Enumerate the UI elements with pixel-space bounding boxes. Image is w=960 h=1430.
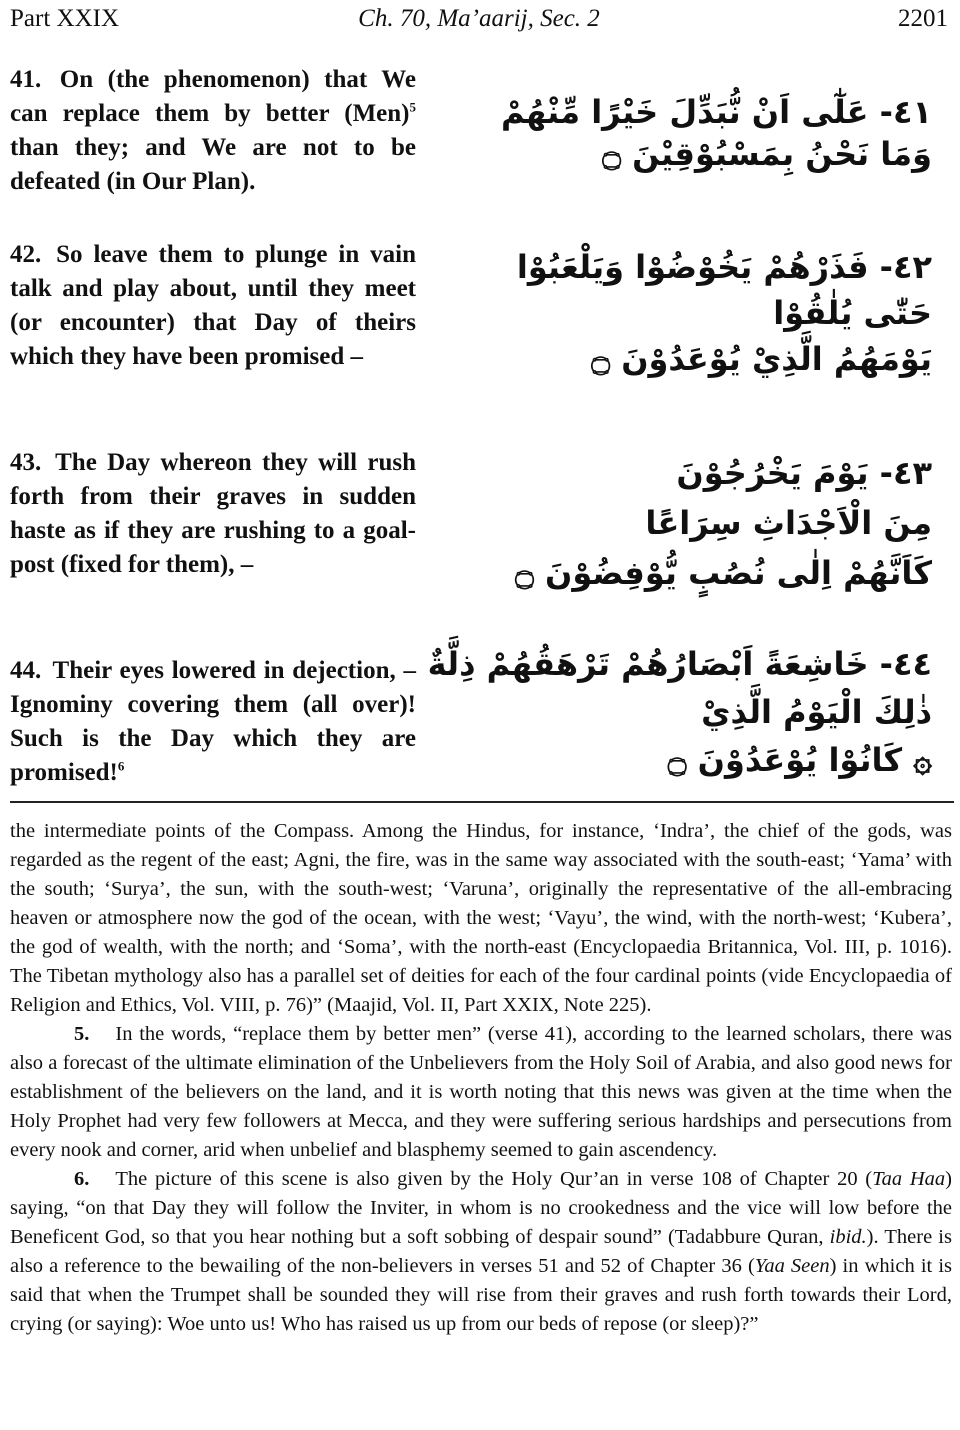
footnote-text: ) saying, “on that Day they will follow the Inviter, in whom is no crookedness and the vice will low before the Beneficent God, so that you hear nothing but a soft sobbing of despair sound” (Tadabbure Quran, — [10, 1168, 952, 1248]
footnote-text: In the words, “replace them by better men” (verse 41), according to the learned scholars, there was also a forecast of the ultimate elimination of the Unbelievers from the Holy Soil of Arabia, and also good news for establishment of the believers on the land, and it is worth noting that this news was given at the time when the Holy Prophet had very few followers at Mecca, and they were suffering serious hardships and persecutions from every nook and corner, arid when unbelief and blasphemy seemed to gain ascendency. — [10, 1023, 952, 1161]
arabic-line: ٤٤- خَاشِعَةً اَبْصَارُهُمْ تَرْهَقُهُمْ ذِلَّةٌ — [427, 645, 932, 683]
verse-text: The Day whereon they will rush forth from their graves in sudden haste as if they are rushing to a goal-post (fixed for them), – — [10, 449, 416, 578]
footnotes — [10, 817, 952, 1339]
footnote-ref[interactable]: 6 — [117, 758, 125, 774]
arabic-line: كَاَنَّهُمْ اِلٰى نُصُبٍ يُّوْفِضُوْنَ ۝ — [515, 554, 932, 592]
footnote-5 — [10, 1020, 952, 1165]
verse-arabic — [432, 448, 932, 598]
part-label: Part XXIX — [10, 5, 120, 32]
footnote-number: 6. — [74, 1168, 90, 1190]
arabic-line: وَمَا نَحْنُ بِمَسْبُوْقِيْنَ ۝ — [602, 135, 932, 173]
footnote-divider — [10, 801, 954, 803]
italic-title: Yaa Seen — [754, 1255, 830, 1277]
verse-number: 42. — [10, 241, 42, 268]
chapter-title: Ch. 70, Ma’aarij, Sec. 2 — [358, 5, 600, 32]
verse-arabic — [432, 244, 932, 382]
footnote-ref[interactable]: 5 — [409, 99, 416, 115]
note-continuation: the intermediate points of the Compass. Among the Hindus, for instance, ‘Indra’, the chief of the gods, was regarded as the regent of the east; Agni, the fire, was in the same way associated with the south-east; ‘Yama’ with the south; ‘Surya’, the sun, with the south-west; ‘Varuna’, originally the representative of the all-embracing heaven or atmosphere now the god of the ocean, with the west; ‘Vayu’, the wind, with the north-west; ‘Kubera’, the god of wealth, with the north; and ‘Soma’, with the north-east (Encyclopaedia Britannica, Vol. III, p. 1016). The Tibetan mythology also has a parallel set of deities for each of the four cardinal points (vide Encyclopaedia of Religion and Ethics, Vol. VIII, p. 76)” (Maajid, Vol. II, Part XXIX, Note 225). — [10, 820, 952, 1016]
arabic-line: مِنَ الْاَجْدَاثِ سِرَاعًا — [645, 504, 932, 542]
footnote-text: ) in which it is said that when the Trumpet shall be sounded they will rise from their graves and rush forth towards their Lord, crying (or saying): Woe unto us! Who has raised us up from our beds of repose (or sleep)?” — [10, 1255, 952, 1335]
arabic-line: حَتّٰى يُلٰقُوْا — [773, 294, 932, 332]
verse-number: 43. — [10, 449, 42, 476]
verse-arabic — [427, 640, 932, 784]
footnote-number: 5. — [74, 1023, 90, 1045]
arabic-line: ۞ كَانُوْا يُوْعَدُوْنَ ۝ — [667, 741, 932, 779]
verse-text-cont: than they; and We are not to be defeated (in Our Plan). — [10, 134, 416, 195]
italic-ibid: ibid. — [829, 1226, 867, 1248]
arabic-line: ٤٣- يَوْمَ يَخْرُجُوْنَ — [676, 454, 932, 492]
verse-arabic — [432, 91, 932, 175]
verse-text: On (the phenomenon) that We can replace them by better (Men) — [10, 66, 416, 127]
verse-number: 41. — [10, 66, 42, 93]
verse-translation — [10, 63, 416, 199]
verse-translation — [10, 654, 416, 790]
footnote-text: ). There is also a reference to the bewailing of the non-believers in verses 51 and 52 of Chapter 36 ( — [10, 1226, 952, 1277]
verse-text: So leave them to plunge in vain talk and play about, until they meet (or encounter) that Day of theirs which they have been promised – — [10, 241, 416, 370]
verse-translation — [10, 238, 416, 374]
footnote-6 — [10, 1165, 952, 1339]
page-number: 2201 — [898, 5, 948, 32]
arabic-line: يَوْمَهُمُ الَّذِيْ يُوْعَدُوْنَ ۝ — [591, 340, 932, 378]
arabic-line: ذٰلِكَ الْيَوْمُ الَّذِيْ — [701, 693, 932, 731]
italic-title: Taa Haa — [872, 1168, 946, 1190]
verse-translation — [10, 446, 416, 582]
page-header — [10, 2, 948, 36]
arabic-line: ٤١- عَلٰٓى اَنْ نُّبَدِّلَ خَيْرًا مِّنْهُمْ — [500, 93, 932, 131]
verse-number: 44. — [10, 657, 42, 684]
arabic-line: ٤٢- فَذَرْهُمْ يَخُوْضُوْا وَيَلْعَبُوْا — [516, 248, 932, 286]
verse-text: Their eyes lowered in dejection, – Ignominy covering them (all over)! Such is the Day which they are promised! — [10, 657, 416, 786]
footnote-text: The picture of this scene is also given by the Holy Qur’an in verse 108 of Chapter 20 ( — [115, 1168, 873, 1190]
